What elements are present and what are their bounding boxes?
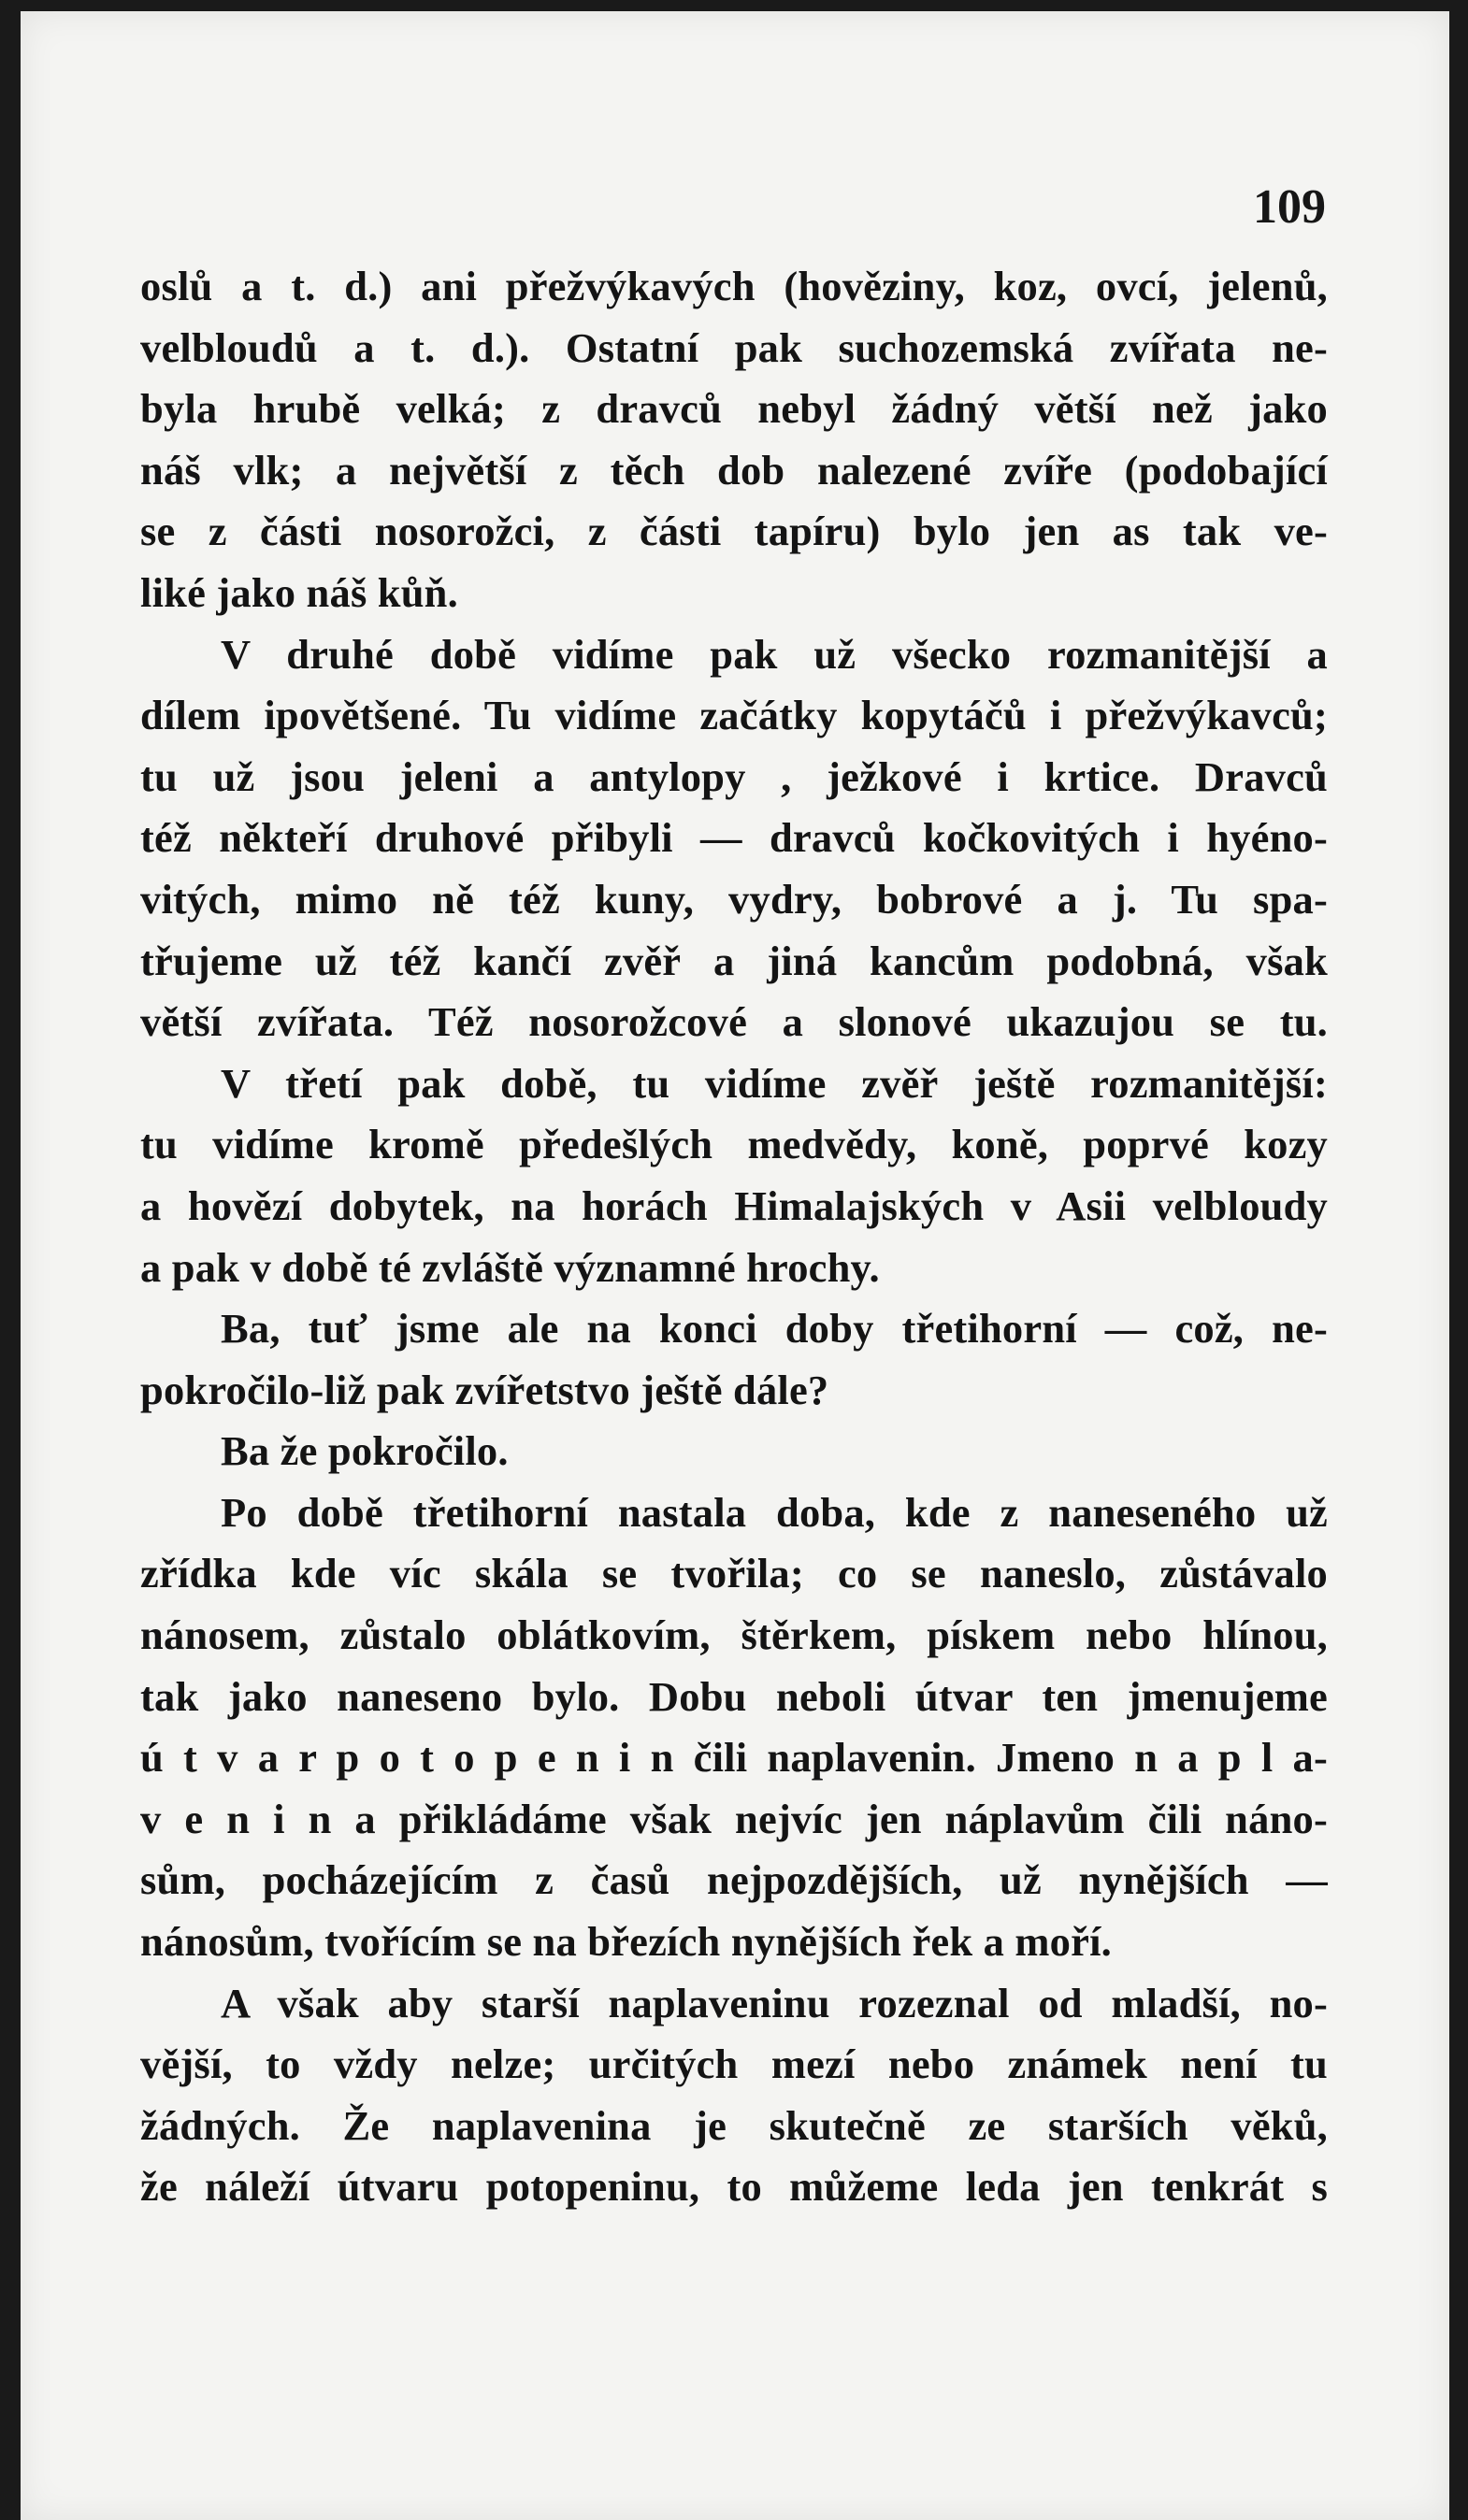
text-line: vitých, mimo ně též kuny, vydry, bobrové a j. Tu spa- [140,875,1328,923]
text-line: Po době třetihorní nastala doba, kde z naneseného už [221,1488,1328,1536]
text-line: v e n i n a přikládáme však nejvíc jen náplavům čili náno- [140,1795,1328,1842]
text-line: liké jako náš kůň. [140,568,458,616]
text-line: žádných. Že naplavenina je skutečně ze starších věků, [140,2101,1328,2149]
text-line: náš vlk; a největší z těch dob nalezené zvíře (podobající [140,446,1328,494]
book-page [21,11,1449,2520]
text-line: a hovězí dobytek, na horách Himalajských v Asii velbloudy [140,1181,1328,1229]
page-number: 109 [1253,180,1326,234]
text-line: ú t v a r p o t o p e n i n čili naplavenin. Jmeno n a p l a- [140,1734,1328,1782]
text-line: zřídka kde víc skála se tvořila; co se naneslo, zůstávalo [140,1550,1328,1597]
text-line: třujeme už též kančí zvěř a jiná kancům podobná, však [140,937,1328,984]
text-line: Ba že pokročilo. [221,1427,509,1475]
text-line: vější, to vždy nelze; určitých mezí nebo známek není tu [140,2040,1328,2088]
text-line: tu vidíme kromě předešlých medvědy, koně, poprvé kozy [140,1121,1328,1168]
text-line: A však aby starší naplaveninu rozeznal od mladší, no- [221,1979,1328,2026]
text-line: byla hrubě velká; z dravců nebyl žádný větší než jako [140,385,1328,433]
text-line: pokročilo-liž pak zvířetstvo ještě dále? [140,1366,829,1413]
text-line: tak jako naneseno bylo. Dobu neboli útvar ten jmenujeme [140,1672,1328,1720]
text-line: se z části nosorožci, z části tapíru) bylo jen as tak ve- [140,508,1328,555]
text-line: dílem ipovětšené. Tu vidíme začátky kopytáčů i přežvýkavců; [140,692,1328,739]
text-line: nánosem, zůstalo oblátkovím, štěrkem, pískem nebo hlínou, [140,1611,1328,1659]
text-line: nánosům, tvořícím se na březích nynějších řek a moří. [140,1918,1112,1966]
text-line: V druhé době vidíme pak už všecko rozmanitější a [221,630,1328,678]
text-line: větší zvířata. Též nosorožcové a slonové ukazujou se tu. [140,998,1328,1046]
body-text [140,256,1328,2218]
text-line: V třetí pak době, tu vidíme zvěř ještě rozmanitější: [221,1059,1328,1107]
text-line: a pak v době té zvláště významné hrochy. [140,1243,880,1291]
text-line: oslů a t. d.) ani přežvýkavých (hověziny, koz, ovcí, jelenů, [140,263,1328,309]
text-line: že náleží útvaru potopeninu, to můžeme leda jen tenkrát s [140,2163,1328,2211]
text-line: sům, pocházejícím z časů nejpozdějších, už nynějších — [140,1856,1328,1904]
text-line: též někteří druhové přibyli — dravců kočkovitých i hyéno- [140,814,1328,862]
text-line: Ba, tuť jsme ale na konci doby třetihorní — což, ne- [221,1305,1328,1353]
text-line: velbloudů a t. d.). Ostatní pak suchozemská zvířata ne- [140,323,1328,371]
text-line: tu už jsou jeleni a antylopy , ježkové i krtice. Dravců [140,752,1328,800]
